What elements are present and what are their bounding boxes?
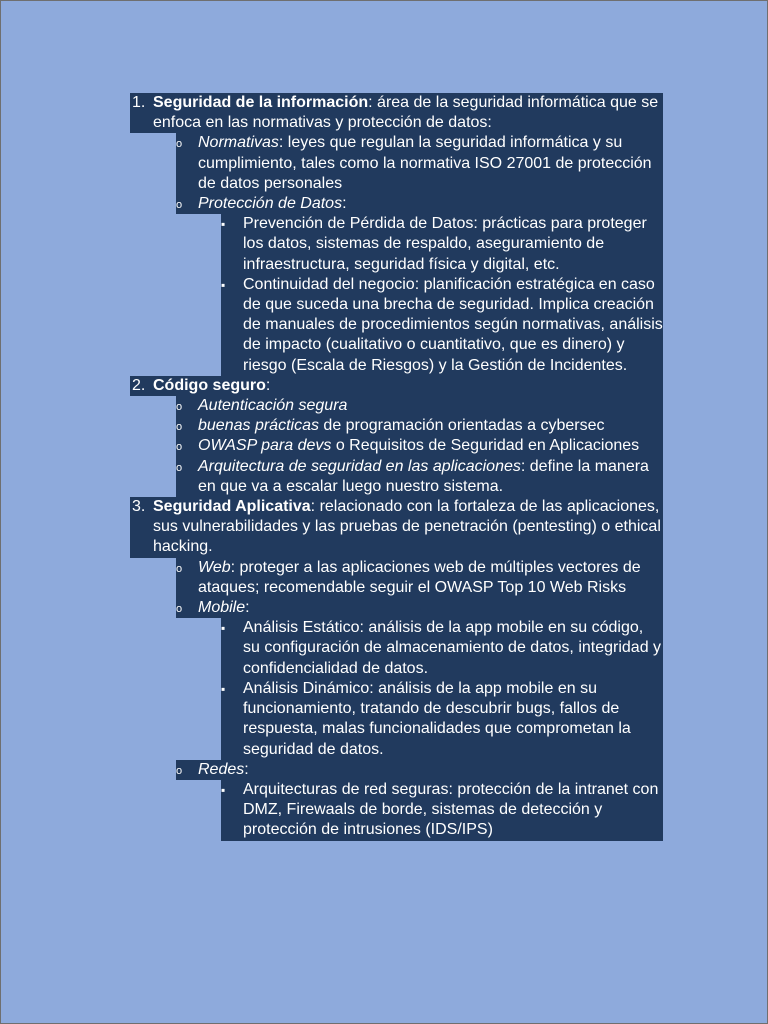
square-bullet-icon: ▪ xyxy=(221,621,226,636)
item-text: Análisis Estático: análisis de la app mobile en su código, su configuración de almacenamiento de datos, integridad y confidencialidad de datos. xyxy=(243,619,662,677)
circle-bullet-icon: o xyxy=(176,441,183,454)
item-text: : xyxy=(265,376,271,394)
item-text: Prevención de Pérdida de Datos: prácticas para proteger los datos, sistemas de respaldo, aseguramiento de infraestructura, seguridad física y digital, etc. xyxy=(243,215,647,273)
list-number: 2. xyxy=(132,376,146,394)
list-item-seguridad-informacion xyxy=(130,93,663,133)
item-text: : xyxy=(245,599,250,617)
list-item-arquitectura-seguridad xyxy=(176,457,663,497)
square-bullet-icon: ▪ xyxy=(221,782,226,797)
item-text: : xyxy=(342,195,347,213)
list-item-seguridad-aplicativa xyxy=(130,497,663,558)
list-item-arquitecturas-red xyxy=(221,780,663,841)
item-term: Protección de Datos xyxy=(198,195,343,213)
item-text: : área de la seguridad informática que se enfoca en las normativas y protección de datos: xyxy=(153,94,659,132)
list-item-mobile xyxy=(176,598,663,618)
list-item-redes xyxy=(176,760,663,780)
list-item-web xyxy=(176,558,663,598)
circle-bullet-icon: o xyxy=(176,138,183,151)
item-text: : define la manera en que va a escalar luego nuestro sistema. xyxy=(198,457,649,495)
square-bullet-icon: ▪ xyxy=(221,277,226,292)
list-item-autenticacion xyxy=(176,396,663,416)
item-term: Arquitectura de seguridad en las aplicaciones xyxy=(198,457,521,475)
item-term: Redes xyxy=(198,760,245,778)
document-body xyxy=(130,93,663,841)
item-heading: Seguridad Aplicativa xyxy=(153,498,311,516)
item-term: Autenticación segura xyxy=(198,397,348,415)
list-number: 1. xyxy=(132,94,146,111)
item-text: o Requisitos de Seguridad en Aplicaciones xyxy=(331,437,640,455)
item-heading: Seguridad de la información xyxy=(153,94,369,111)
item-text: : proteger a las aplicaciones web de múltiples vectores de ataques; recomendable seguir el OWASP Top 10 Web Risks xyxy=(198,558,641,596)
circle-bullet-icon: o xyxy=(176,461,183,474)
item-term: buenas prácticas xyxy=(198,417,319,435)
circle-bullet-icon: o xyxy=(176,199,183,212)
list-item-analisis-estatico xyxy=(221,618,663,679)
item-term: Web xyxy=(198,558,231,576)
list-item-continuidad-negocio xyxy=(221,275,663,376)
list-item-analisis-dinamico xyxy=(221,679,663,760)
circle-bullet-icon: o xyxy=(176,603,183,616)
circle-bullet-icon: o xyxy=(176,764,183,777)
square-bullet-icon: ▪ xyxy=(221,681,226,696)
list-item-normativas xyxy=(176,133,663,194)
circle-bullet-icon: o xyxy=(176,562,183,575)
list-item-proteccion-datos xyxy=(176,194,663,214)
item-text: : xyxy=(244,760,249,778)
list-item-codigo-seguro xyxy=(130,376,663,396)
item-heading: Código seguro xyxy=(153,376,266,394)
square-bullet-icon: ▪ xyxy=(221,217,226,232)
list-item-prevencion-perdida xyxy=(221,214,663,275)
circle-bullet-icon: o xyxy=(176,421,183,434)
item-term: OWASP para devs xyxy=(198,437,332,455)
item-text: : leyes que regulan la seguridad informática y su cumplimiento, tales como la normativa ISO 27001 de protección de datos personales xyxy=(198,134,652,192)
item-text: Continuidad del negocio: planificación estratégica en caso de que suceda una brecha de seguridad. Implica creación de manuales de procedimientos según normativas, análisis de impacto (cualitativo o cuantitativo, que es dinero) y riesgo (Escala de Riesgos) y la Gestión de Incidentes. xyxy=(243,275,663,374)
item-term: Normativas xyxy=(198,134,279,152)
item-text: Arquitecturas de red seguras: protección de la intranet con DMZ, Firewaals de borde, sistemas de detección y protección de intrusiones (IDS/IPS) xyxy=(243,780,659,839)
list-item-owasp-devs xyxy=(176,436,663,456)
list-item-buenas-practicas xyxy=(176,416,663,436)
item-text: de programación orientadas a cybersec xyxy=(318,417,605,435)
item-text: : relacionado con la fortaleza de las aplicaciones, sus vulnerabilidades y las pruebas de penetración (pentesting) o ethical hacking. xyxy=(153,498,661,556)
circle-bullet-icon: o xyxy=(176,401,183,414)
item-text: Análisis Dinámico: análisis de la app mobile en su funcionamiento, tratando de descubrir bugs, fallos de respuesta, malas funcionalidades que comprometan la seguridad de datos. xyxy=(243,679,631,758)
list-number: 3. xyxy=(132,498,146,516)
item-term: Mobile xyxy=(198,599,246,617)
